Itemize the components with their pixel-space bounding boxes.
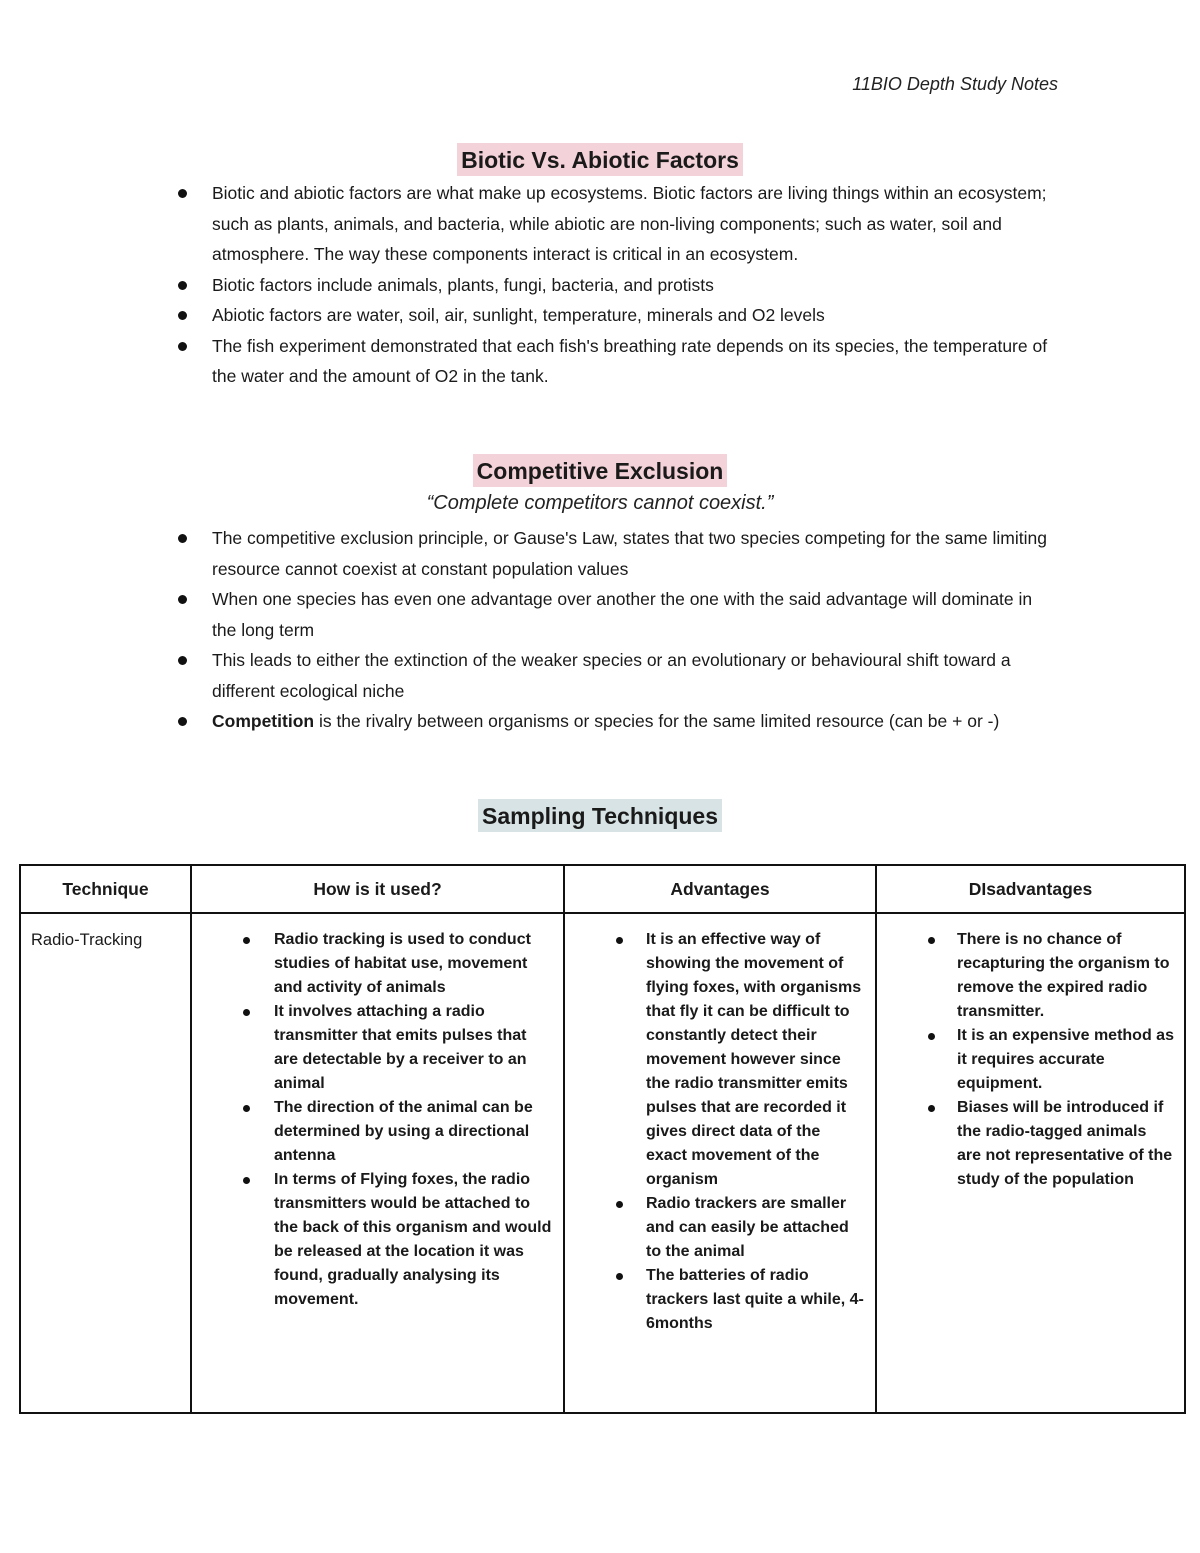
bullet-icon (928, 1105, 935, 1112)
table-row (20, 913, 1185, 1413)
bullet-icon (928, 937, 935, 944)
bullet-icon (178, 281, 187, 290)
bullet-icon (243, 1105, 250, 1112)
list-item: It involves attaching a radio transmitter that emits pulses that are detectable by a receiver to an animal (202, 1000, 553, 1096)
cell-disadvantages (876, 913, 1185, 1413)
cell-advantages (564, 913, 876, 1413)
advantages-list (575, 928, 865, 1336)
list-item: When one species has even one advantage over another the one with the said advantage will dominate in the long term (176, 584, 1056, 645)
list-item: Abiotic factors are water, soil, air, sunlight, temperature, minerals and O2 levels (176, 300, 1056, 331)
list-item: Competition is the rivalry between organisms or species for the same limited resource (can be + or -) (176, 706, 1056, 737)
bold-term: Competition (212, 711, 315, 731)
list-item: Radio trackers are smaller and can easily be attached to the animal (575, 1192, 865, 1264)
column-header-advantages: Advantages (564, 865, 876, 913)
section-title-text: Biotic Vs. Abiotic Factors (457, 143, 743, 176)
bullet-icon (178, 717, 187, 726)
bullet-icon (243, 1009, 250, 1016)
biotic-abiotic-list (176, 178, 1056, 392)
list-item: Radio tracking is used to conduct studies of habitat use, movement and activity of animals (202, 928, 553, 1000)
bullet-icon (616, 937, 623, 944)
bullet-icon (928, 1033, 935, 1040)
column-header-how-used: How is it used? (191, 865, 564, 913)
table-header-row (20, 865, 1185, 913)
list-item: The competitive exclusion principle, or Gause's Law, states that two species competing for the same limiting resource cannot coexist at constant population values (176, 523, 1056, 584)
list-item: The direction of the animal can be determined by using a directional antenna (202, 1096, 553, 1168)
bullet-icon (178, 595, 187, 604)
bullet-icon (178, 656, 187, 665)
list-item: The batteries of radio trackers last quite a while, 4-6months (575, 1264, 865, 1336)
list-item: There is no chance of recapturing the organism to remove the expired radio transmitter. (887, 928, 1174, 1024)
bullet-icon (178, 189, 187, 198)
sampling-techniques-table (19, 864, 1186, 1414)
section-title-sampling-techniques (0, 799, 1200, 832)
list-item: This leads to either the extinction of the weaker species or an evolutionary or behavioural shift toward a different ecological niche (176, 645, 1056, 706)
bullet-icon (178, 342, 187, 351)
list-item: It is an effective way of showing the movement of flying foxes, with organisms that fly it can be difficult to constantly detect their movement however since the radio transmitter emits pulses that are recorded it gives direct data of the exact movement of the organism (575, 928, 865, 1192)
list-item: It is an expensive method as it requires accurate equipment. (887, 1024, 1174, 1096)
bullet-icon (616, 1273, 623, 1280)
bullet-icon (243, 1177, 250, 1184)
competitive-exclusion-list (176, 523, 1056, 737)
list-item: The fish experiment demonstrated that each fish's breathing rate depends on its species, the temperature of the water and the amount of O2 in the tank. (176, 331, 1056, 392)
quote: “Complete competitors cannot coexist.” (426, 492, 774, 514)
list-item: Biotic and abiotic factors are what make up ecosystems. Biotic factors are living things within an ecosystem; such as plants, animals, and bacteria, while abiotic are non-living components; such as water, soil and atmosphere. The way these components interact is critical in an ecosystem. (176, 178, 1056, 270)
list-item: Biotic factors include animals, plants, fungi, bacteria, and protists (176, 270, 1056, 301)
section-title-competitive-exclusion (0, 454, 1200, 487)
column-header-technique: Technique (20, 865, 191, 913)
bullet-icon (178, 311, 187, 320)
bullet-icon (178, 534, 187, 543)
section-title-biotic-abiotic (0, 143, 1200, 176)
section-title-text: Sampling Techniques (478, 799, 722, 832)
page-header: 11BIO Depth Study Notes (852, 74, 1058, 94)
list-item: In terms of Flying foxes, the radio transmitters would be attached to the back of this organism and would be released at the location it was found, gradually analysing its movement. (202, 1168, 553, 1312)
column-header-disadvantages: DIsadvantages (876, 865, 1185, 913)
cell-how-used (191, 913, 564, 1413)
list-item: Biases will be introduced if the radio-tagged animals are not representative of the study of the population (887, 1096, 1174, 1192)
disadvantages-list (887, 928, 1174, 1192)
how-used-list (202, 928, 553, 1312)
cell-technique: Radio-Tracking (20, 913, 191, 1413)
bullet-icon (616, 1201, 623, 1208)
bullet-icon (243, 937, 250, 944)
section-title-text: Competitive Exclusion (473, 454, 728, 487)
